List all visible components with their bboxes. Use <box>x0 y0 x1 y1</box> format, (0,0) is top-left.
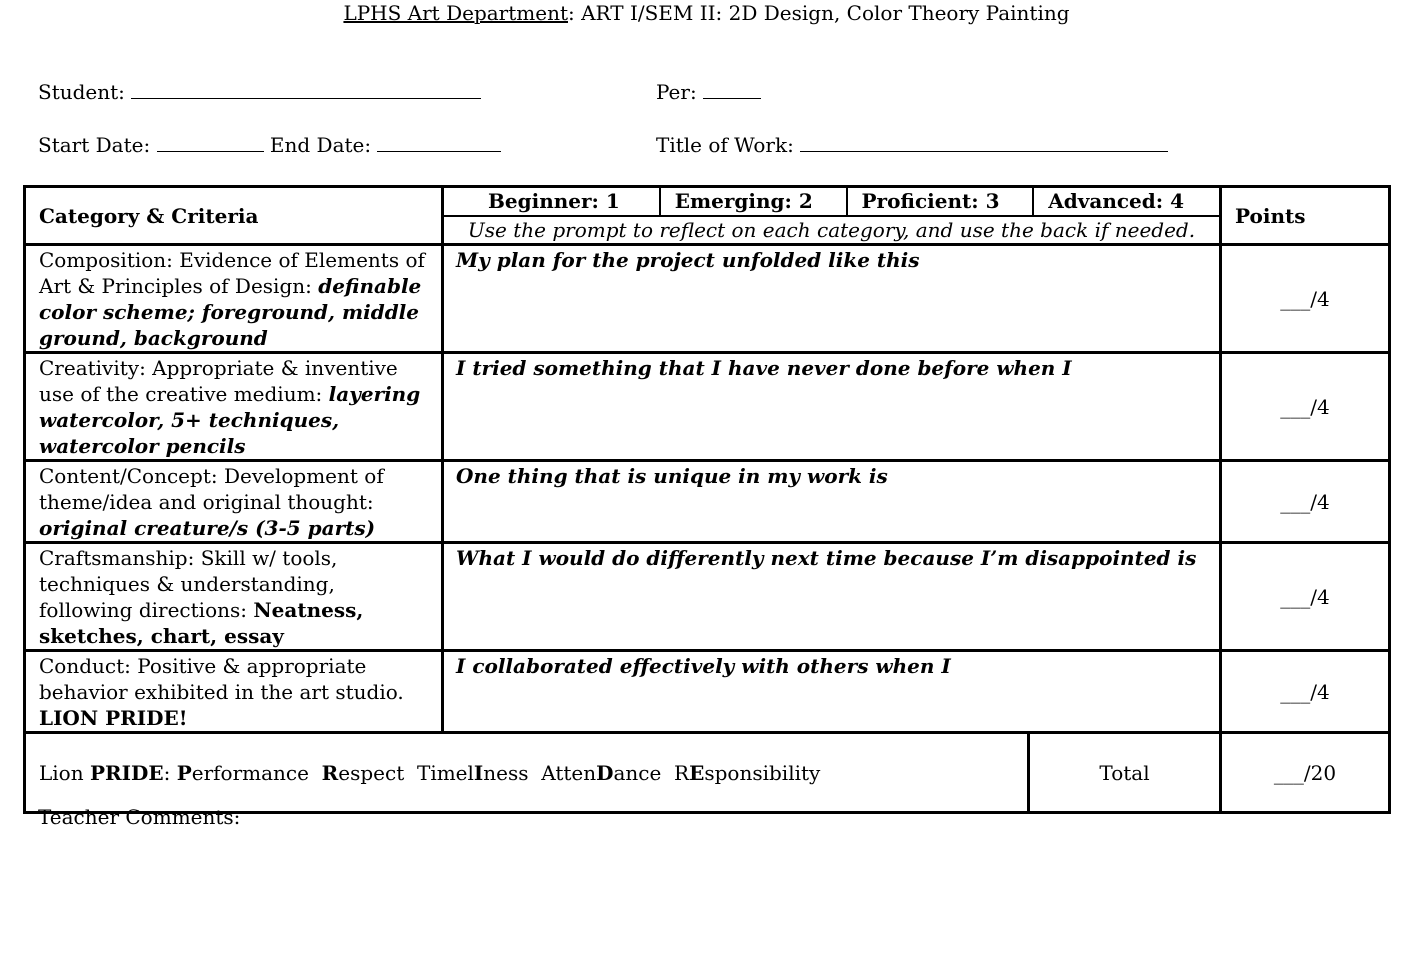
criteria-cell <box>25 651 443 733</box>
criteria-emphasis: LION PRIDE! <box>39 706 188 730</box>
end-date-label: End Date: <box>269 133 372 157</box>
lion-pride-text: Lion PRIDE: Performance Respect TimelIness AttenDance REsponsibility <box>25 733 1029 813</box>
start-date-field[interactable] <box>38 133 501 157</box>
criteria-emphasis: Neatness, sketches, chart, essay <box>39 598 364 648</box>
student-label: Student: <box>38 80 125 104</box>
total-points-cell[interactable]: ___/20 <box>1221 733 1390 813</box>
points-cell[interactable]: ___/4 <box>1221 353 1390 461</box>
start-date-label: Start Date: <box>38 133 151 157</box>
criteria-text: Content/Concept: Development of theme/idea and original thought: <box>39 464 384 514</box>
criteria-cell <box>25 461 443 543</box>
reflection-prompt[interactable]: I collaborated effectively with others when I <box>443 651 1221 733</box>
criteria-text: Conduct: Positive & appropriate behavior exhibited in the art studio. <box>39 654 404 704</box>
points-cell[interactable]: ___/4 <box>1221 651 1390 733</box>
reflection-prompt[interactable]: My plan for the project unfolded like this <box>443 245 1221 353</box>
reflection-prompt[interactable]: One thing that is unique in my work is <box>443 461 1221 543</box>
period-field[interactable] <box>656 80 761 104</box>
page-title <box>0 1 1413 25</box>
total-row <box>25 733 1390 813</box>
levels-header <box>443 187 1221 245</box>
points-cell[interactable]: ___/4 <box>1221 461 1390 543</box>
level-beginner: Beginner: 1 <box>444 188 661 215</box>
student-field[interactable] <box>38 80 481 104</box>
table-row <box>25 353 1390 461</box>
criteria-text: Composition: Evidence of Elements of Art & Principles of Design: <box>39 248 425 298</box>
criteria-cell <box>25 245 443 353</box>
start-date-blank[interactable] <box>157 134 264 152</box>
end-date-blank[interactable] <box>377 134 501 152</box>
reflection-prompt[interactable]: I tried something that I have never done before when I <box>443 353 1221 461</box>
level-proficient: Proficient: 3 <box>848 188 1035 215</box>
criteria-cell <box>25 543 443 651</box>
level-advanced: Advanced: 4 <box>1048 189 1185 213</box>
points-cell[interactable]: ___/4 <box>1221 543 1390 651</box>
title-of-work-label: Title of Work: <box>656 133 794 157</box>
criteria-text: Creativity: Appropriate & inventive use of the creative medium: <box>39 356 398 406</box>
table-row <box>25 245 1390 353</box>
criteria-emphasis: layering watercolor, 5+ techniques, watercolor pencils <box>39 382 421 458</box>
instructions: Use the prompt to reflect on each category, and use the back if needed. <box>467 218 1196 242</box>
department-name: LPHS Art Department <box>343 1 568 25</box>
criteria-emphasis: definable color scheme; foreground, middle ground, background <box>39 274 422 350</box>
rubric-table <box>23 185 1391 814</box>
points-cell[interactable]: ___/4 <box>1221 245 1390 353</box>
header-row <box>25 187 1390 245</box>
period-blank[interactable] <box>703 81 761 99</box>
level-emerging: Emerging: 2 <box>661 188 848 215</box>
table-row <box>25 543 1390 651</box>
category-header: Category & Criteria <box>25 187 443 245</box>
student-blank[interactable] <box>131 81 481 99</box>
criteria-text: Craftsmanship: Skill w/ tools, techniques & understanding, following directions: <box>39 546 338 622</box>
teacher-comments-label: Teacher Comments: <box>38 805 241 829</box>
total-label: Total <box>1029 733 1221 813</box>
table-row <box>25 461 1390 543</box>
reflection-prompt[interactable]: What I would do differently next time because I’m disappointed is <box>443 543 1221 651</box>
period-label: Per: <box>656 80 697 104</box>
title-of-work-blank[interactable] <box>800 134 1168 152</box>
criteria-cell <box>25 353 443 461</box>
criteria-emphasis: original creature/s (3-5 parts) <box>39 516 376 540</box>
table-row <box>25 651 1390 733</box>
title-of-work-field[interactable] <box>656 133 1168 157</box>
course-name: : ART I/SEM II: 2D Design, Color Theory Painting <box>568 1 1070 25</box>
points-header: Points <box>1221 187 1390 245</box>
